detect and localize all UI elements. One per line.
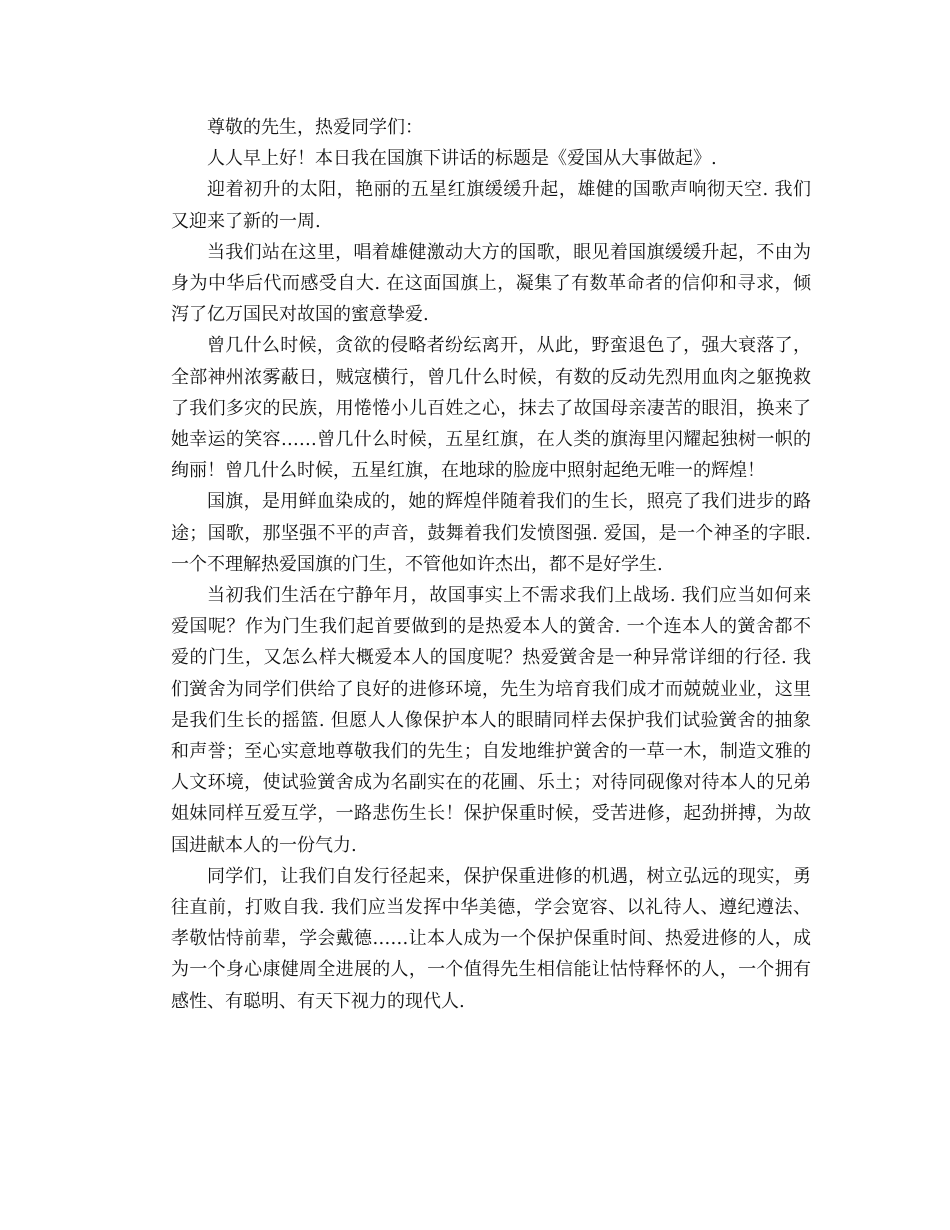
opening-paragraph: 人人早上好！本日我在国旗下讲话的标题是《爱国从大事做起》.: [207, 148, 717, 170]
body-paragraph: 迎着初升的太阳，艳丽的五星红旗缓缓升起，雄健的国歌声响彻天空. 我们又迎来了新的一周.: [171, 179, 811, 232]
body-paragraph: 国旗，是用鲜血染成的，她的辉煌伴随着我们的生长，照亮了我们进步的路途；国歌，那坚强不平的声音，鼓舞着我们发愤图强. 爱国，是一个神圣的字眼. 一个不理解热爱国旗的门生，不管他如许杰出，都不是好学生.: [171, 491, 811, 575]
body-paragraph: 曾几什么时候，贪欲的侵略者纷纭离开，从此，野蛮退色了，强大衰落了，全部神州浓雾蔽日，贼寇横行，曾几什么时候，有数的反动先烈用血肉之躯挽救了我们多灾的民族，用惓惓小儿百姓之心，抹去了故国母亲凄苦的眼泪，换来了她幸运的笑容……曾几什么时候，五星红旗，在人类的旗海里闪耀起独树一帜的绚丽！曾几什么时候，五星红旗，在地球的脸庞中照射起绝无唯一的辉煌！: [171, 335, 811, 482]
body-paragraph: 当我们站在这里，唱着雄健激动大方的国歌，眼见着国旗缓缓升起，不由为身为中华后代而感受自大. 在这面国旗上，凝集了有数革命者的信仰和寻求，倾泻了亿万国民对故国的蜜意挚爱.: [171, 241, 811, 326]
speech-body: [171, 112, 811, 1017]
closing-paragraph: 同学们，让我们自发行径起来，保护保重进修的机遇，树立弘远的现实，勇往直前，打败自我. 我们应当发挥中华美德，学会宽容、以礼待人、遵纪遵法、孝敬怙恃前辈，学会戴德……让本人成为一个保护保重时间、热爱进修的人，成为一个身心康健周全进展的人，一个值得先生相信能让怙恃释怀的人，一个拥有感性、有聪明、有天下视力的现代人.: [171, 865, 811, 1012]
salutation: 尊敬的先生，热爱同学们：: [207, 117, 423, 138]
body-paragraph: 当初我们生活在宁静年月，故国事实上不需求我们上战场. 我们应当如何来爱国呢？作为门生我们起首要做到的是热爱本人的黉舍. 一个连本人的黉舍都不爱的门生，又怎么样大概爱本人的国度呢？热爱黉舍是一种异常详细的行径. 我们黉舍为同学们供给了良好的进修环境，先生为培育我们成才而兢兢业业，这里是我们生长的摇篮. 但愿人人像保护本人的眼睛同样去保护我们试验黉舍的抽象和声誉；至心实意地尊敬我们的先生；自发地维护黉舍的一草一木，制造文雅的人文环境，使试验黉舍成为名副实在的花圃、乐土；对待同砚像对待本人的兄弟姐妹同样互爱互学，一路悲伤生长！保护保重时候，受苦进修，起劲拼搏，为故国进献本人的一份气力.: [171, 585, 811, 856]
